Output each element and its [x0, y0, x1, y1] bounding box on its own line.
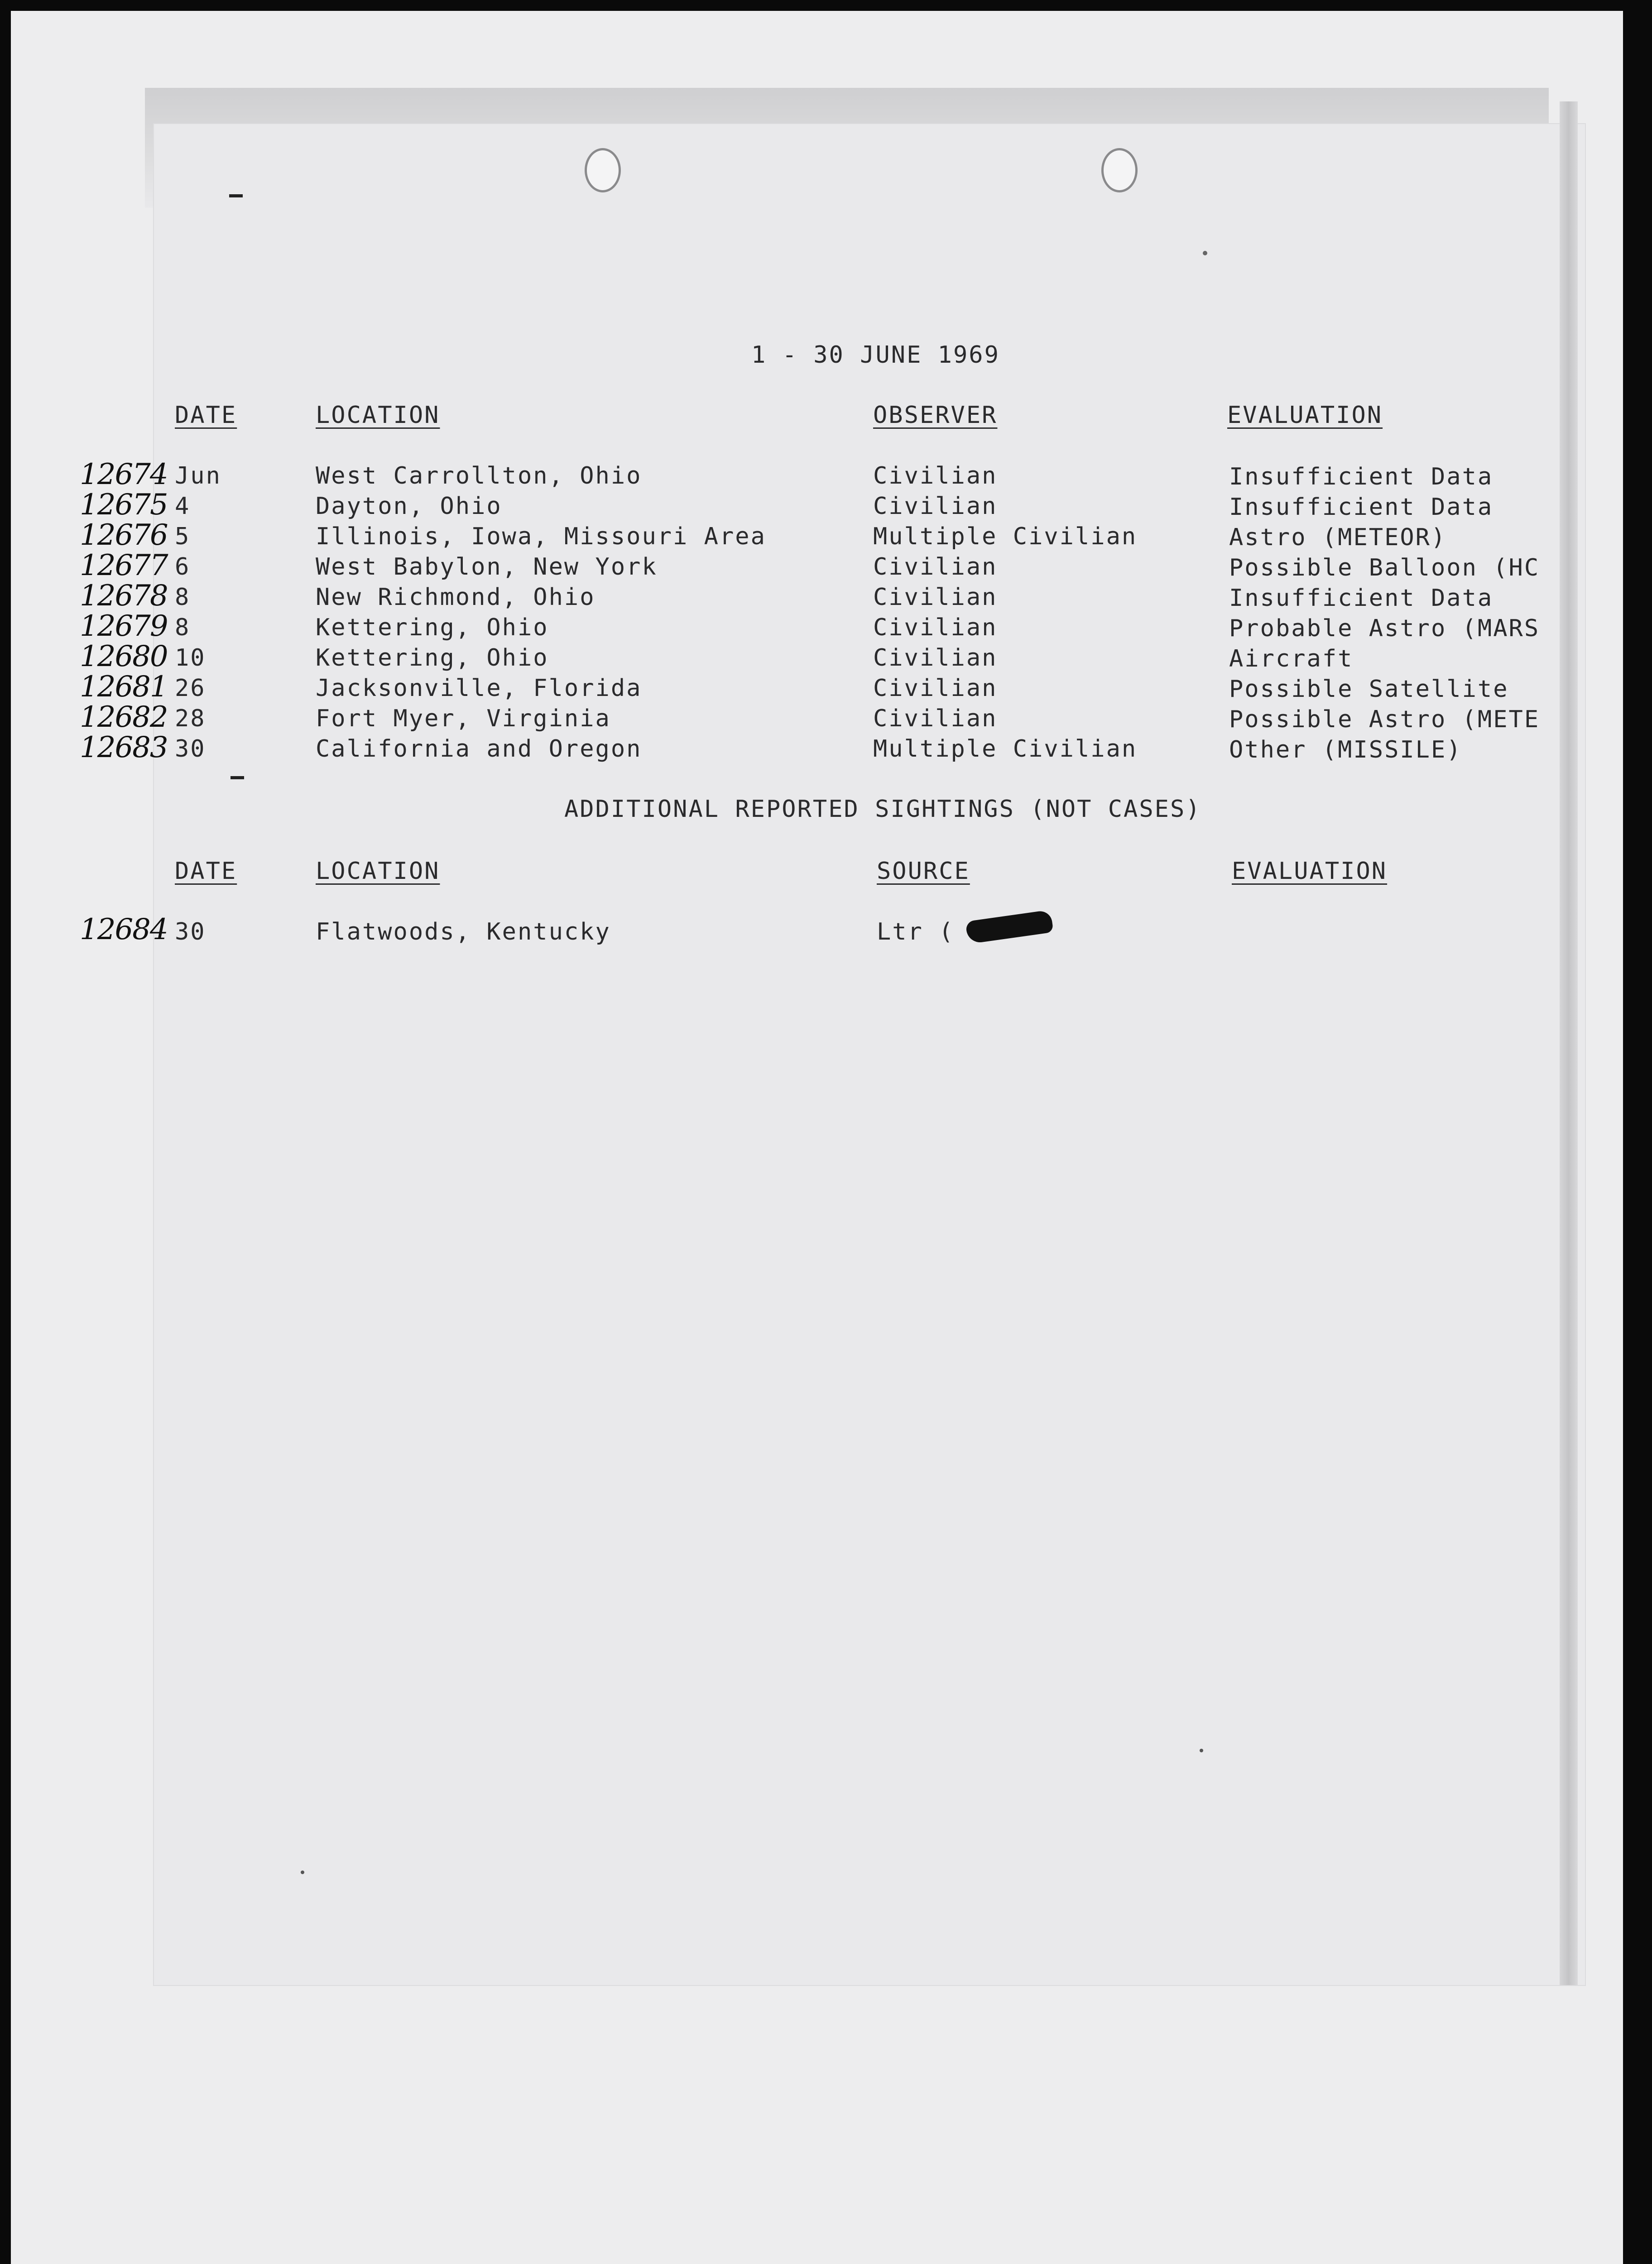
row-observer: Civilian — [873, 675, 998, 702]
row-evaluation: Possible Astro (METE — [1229, 706, 1540, 733]
report-title: 1 - 30 JUNE 1969 — [751, 341, 1000, 369]
row-evaluation: Astro (METEOR) — [1229, 524, 1447, 551]
row-date: Jun — [175, 462, 221, 489]
row-date: 8 — [175, 584, 191, 611]
row-date: 6 — [175, 553, 191, 580]
row-location: Dayton, Ohio — [316, 493, 502, 520]
row-observer: Civilian — [873, 493, 998, 520]
row-date: 5 — [175, 523, 191, 550]
row-date: 28 — [175, 705, 206, 732]
row-location: Kettering, Ohio — [316, 614, 549, 641]
additional-header-location: LOCATION — [316, 858, 440, 885]
row-location: New Richmond, Ohio — [316, 584, 595, 611]
case-number: 12682 — [80, 700, 168, 734]
case-number: 12683 — [80, 731, 168, 764]
row-location: Illinois, Iowa, Missouri Area — [316, 523, 766, 550]
row-observer: Civilian — [873, 644, 998, 672]
row-location: Kettering, Ohio — [316, 644, 549, 672]
row-date: 26 — [175, 675, 206, 702]
row-evaluation: Insufficient Data — [1229, 463, 1494, 490]
case-number: 12681 — [80, 670, 168, 704]
document-page — [11, 11, 1623, 2264]
header-date: DATE — [175, 402, 237, 429]
additional-header-evaluation: EVALUATION — [1232, 858, 1388, 885]
case-number: 12676 — [80, 518, 168, 552]
header-evaluation: EVALUATION — [1227, 402, 1383, 429]
row-evaluation: Probable Astro (MARS — [1229, 615, 1540, 642]
row-observer: Civilian — [873, 614, 998, 641]
row-evaluation: Insufficient Data — [1229, 585, 1494, 612]
row-date: 4 — [175, 493, 191, 520]
case-number: 12674 — [80, 458, 168, 491]
header-location: LOCATION — [316, 402, 440, 429]
row-date: 30 — [175, 735, 206, 763]
additional-row-date: 30 — [175, 918, 206, 945]
row-observer: Civilian — [873, 553, 998, 580]
additional-row-source: Ltr ( — [877, 918, 955, 945]
speck — [301, 1871, 304, 1874]
speck — [1203, 251, 1207, 255]
additional-header-date: DATE — [175, 858, 237, 885]
case-number: 12680 — [80, 640, 168, 673]
case-number: 12675 — [80, 488, 168, 522]
additional-title: ADDITIONAL REPORTED SIGHTINGS (NOT CASES) — [564, 796, 1201, 823]
case-number: 12677 — [80, 549, 168, 582]
row-evaluation: Possible Balloon (HC — [1229, 554, 1540, 581]
additional-row-location: Flatwoods, Kentucky — [316, 918, 611, 945]
margin-mark — [231, 776, 244, 779]
row-evaluation: Aircraft — [1229, 645, 1354, 672]
row-location: West Babylon, New York — [316, 553, 658, 580]
row-location: Fort Myer, Virginia — [316, 705, 611, 732]
case-number: 12679 — [80, 609, 168, 643]
row-observer: Civilian — [873, 462, 998, 489]
margin-mark — [229, 194, 243, 197]
row-location: California and Oregon — [316, 735, 642, 763]
additional-header-source: SOURCE — [877, 858, 970, 885]
page-edge-shadow — [1560, 101, 1578, 1985]
row-location: West Carrollton, Ohio — [316, 462, 642, 489]
row-location: Jacksonville, Florida — [316, 675, 642, 702]
case-number: 12678 — [80, 579, 168, 613]
row-observer: Civilian — [873, 584, 998, 611]
header-observer: OBSERVER — [873, 402, 998, 429]
row-observer: Civilian — [873, 705, 998, 732]
row-evaluation: Insufficient Data — [1229, 494, 1494, 521]
speck — [1200, 1749, 1203, 1752]
case-number: 12684 — [80, 913, 168, 946]
row-observer: Multiple Civilian — [873, 735, 1138, 763]
binder-hole-left — [585, 148, 621, 192]
row-observer: Multiple Civilian — [873, 523, 1138, 550]
row-evaluation: Possible Satellite — [1229, 676, 1509, 703]
binder-hole-right — [1101, 148, 1138, 192]
row-date: 10 — [175, 644, 206, 672]
row-evaluation: Other (MISSILE) — [1229, 736, 1462, 763]
row-date: 8 — [175, 614, 191, 641]
